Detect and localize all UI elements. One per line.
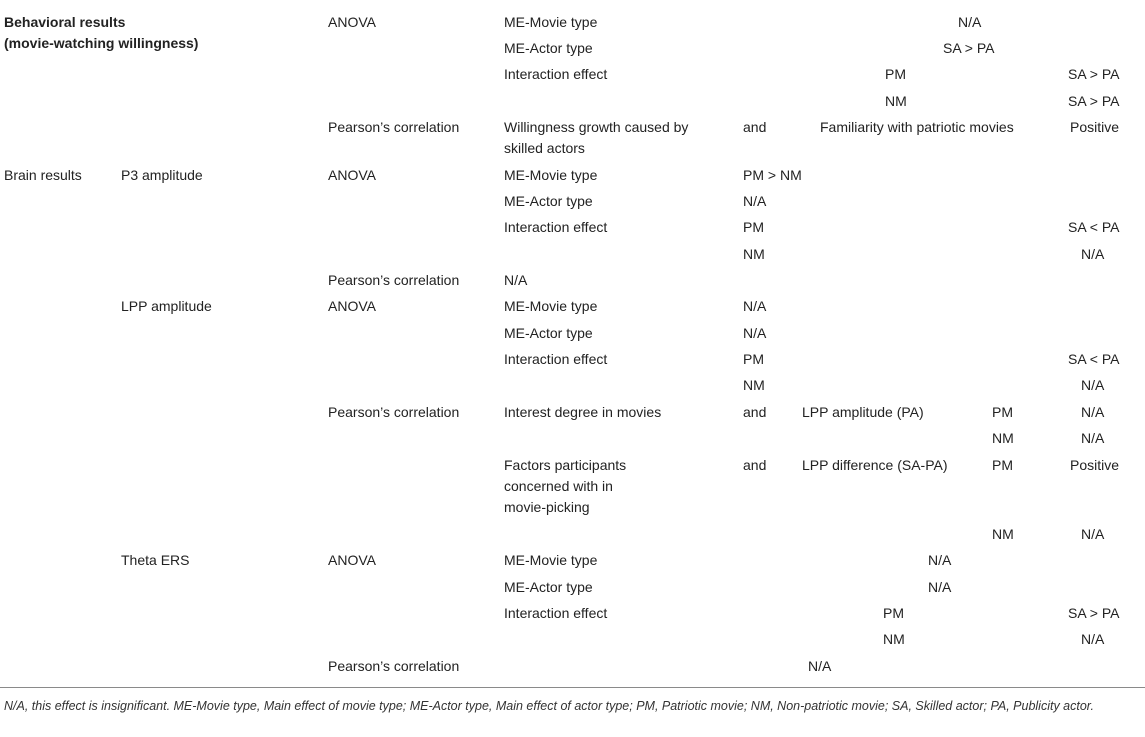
lpp-corr2-nm-result: N/A [1081, 526, 1105, 542]
theta-me-actor-result: N/A [928, 579, 952, 595]
lpp-corr2-nm: NM [992, 526, 1014, 542]
theta-int-nm-result: N/A [1081, 631, 1105, 647]
p3-me-movie-result: PM > NM [743, 167, 802, 183]
lpp-me-actor-result: N/A [743, 325, 767, 341]
p3-me-actor: ME-Actor type [504, 193, 593, 209]
lpp-int-nm: NM [743, 377, 765, 393]
p3-interaction: Interaction effect [504, 219, 608, 235]
theta-label: Theta ERS [121, 552, 190, 568]
brain-results-label: Brain results [4, 167, 82, 183]
behavioral-corr-var1-cont: skilled actors [504, 140, 585, 156]
lpp-int-pm: PM [743, 351, 764, 367]
theta-interaction: Interaction effect [504, 605, 608, 621]
theta-me-actor: ME-Actor type [504, 579, 593, 595]
behavioral-pearson: Pearson’s correlation [328, 119, 460, 135]
behavioral-me-movie-result: N/A [958, 14, 982, 30]
behavioral-corr-and: and [743, 119, 767, 135]
lpp-me-movie: ME-Movie type [504, 298, 598, 314]
lpp-int-pm-result: SA < PA [1068, 351, 1120, 367]
lpp-corr2-and: and [743, 457, 767, 473]
behavioral-me-actor-result: SA > PA [943, 40, 995, 56]
lpp-corr2-pm-result: Positive [1070, 457, 1120, 473]
lpp-corr1-nm: NM [992, 430, 1014, 446]
behavioral-int-pm: PM [885, 66, 906, 82]
table-footnote: N/A, this effect is insignificant. ME-Movie type, Main effect of movie type; ME-Actor type, Main effect of actor type; PM, Patriotic movie; NM, Non-patriotic movie; SA, Skilled actor; PA, Publicity actor. [4, 699, 1094, 713]
behavioral-int-nm: NM [885, 93, 907, 109]
lpp-corr2-var1: Factors participants [504, 457, 627, 473]
behavioral-corr-result: Positive [1070, 119, 1120, 135]
behavioral-interaction: Interaction effect [504, 66, 608, 82]
p3-int-nm: NM [743, 246, 765, 262]
lpp-label: LPP amplitude [121, 298, 212, 314]
lpp-corr2-var1-cont2: movie-picking [504, 499, 590, 515]
p3-me-movie: ME-Movie type [504, 167, 598, 183]
lpp-me-movie-result: N/A [743, 298, 767, 314]
lpp-pearson: Pearson’s correlation [328, 404, 460, 420]
table-bottom-rule [0, 687, 1145, 688]
p3-int-pm-result: SA < PA [1068, 219, 1120, 235]
lpp-corr2-var2: LPP difference (SA-PA) [802, 457, 948, 473]
theta-pearson-result: N/A [808, 658, 832, 674]
theta-pearson: Pearson’s correlation [328, 658, 460, 674]
lpp-interaction: Interaction effect [504, 351, 608, 367]
p3-me-actor-result: N/A [743, 193, 767, 209]
behavioral-int-pm-result: SA > PA [1068, 66, 1120, 82]
lpp-corr2-pm: PM [992, 457, 1013, 473]
lpp-int-nm-result: N/A [1081, 377, 1105, 393]
lpp-corr1-pm: PM [992, 404, 1013, 420]
lpp-corr1-nm-result: N/A [1081, 430, 1105, 446]
lpp-corr1-var2: LPP amplitude (PA) [802, 404, 924, 420]
p3-int-nm-result: N/A [1081, 246, 1105, 262]
behavioral-corr-var1: Willingness growth caused by [504, 119, 689, 135]
theta-int-pm: PM [883, 605, 904, 621]
lpp-anova: ANOVA [328, 298, 376, 314]
behavioral-int-nm-result: SA > PA [1068, 93, 1120, 109]
lpp-corr2-var1-cont: concerned with in [504, 478, 613, 494]
behavioral-corr-var2: Familiarity with patriotic movies [820, 119, 1014, 135]
p3-anova: ANOVA [328, 167, 376, 183]
p3-pearson-result: N/A [504, 272, 528, 288]
lpp-me-actor: ME-Actor type [504, 325, 593, 341]
lpp-corr1-pm-result: N/A [1081, 404, 1105, 420]
theta-int-pm-result: SA > PA [1068, 605, 1120, 621]
theta-anova: ANOVA [328, 552, 376, 568]
behavioral-me-movie: ME-Movie type [504, 14, 598, 30]
theta-me-movie-result: N/A [928, 552, 952, 568]
behavioral-me-actor: ME-Actor type [504, 40, 593, 56]
behavioral-anova: ANOVA [328, 14, 376, 30]
p3-label: P3 amplitude [121, 167, 203, 183]
theta-me-movie: ME-Movie type [504, 552, 598, 568]
behavioral-results-sublabel: (movie-watching willingness) [4, 35, 199, 51]
lpp-corr1-var1: Interest degree in movies [504, 404, 662, 420]
lpp-corr1-and: and [743, 404, 767, 420]
theta-int-nm: NM [883, 631, 905, 647]
p3-int-pm: PM [743, 219, 764, 235]
behavioral-results-label: Behavioral results [4, 14, 126, 30]
p3-pearson: Pearson’s correlation [328, 272, 460, 288]
